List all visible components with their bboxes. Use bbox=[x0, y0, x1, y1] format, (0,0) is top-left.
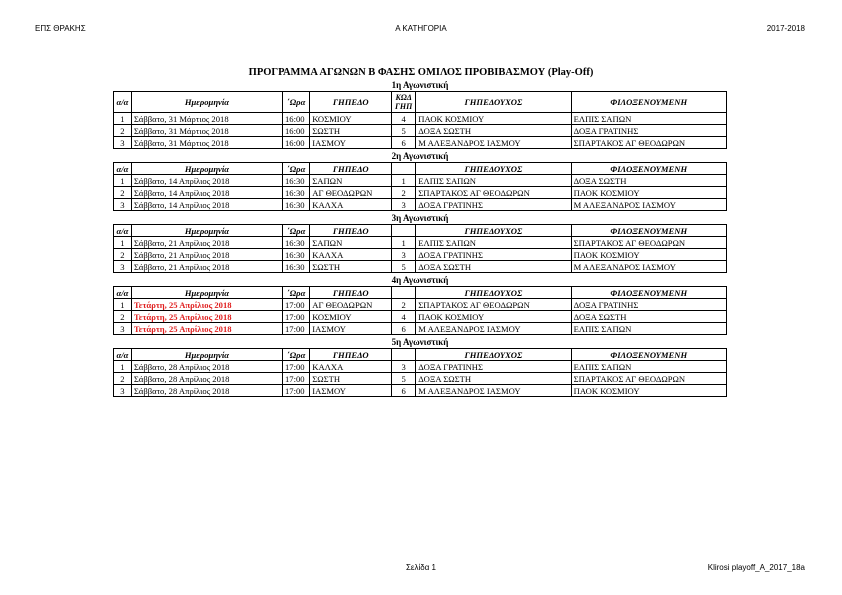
column-header-time: ΄Ωρα bbox=[282, 92, 309, 113]
cell-home: Μ ΑΛΕΞΑΝΔΡΟΣ ΙΑΣΜΟΥ bbox=[416, 137, 571, 149]
cell-aa: 2 bbox=[114, 125, 132, 137]
cell-home: ΠΑΟΚ ΚΟΣΜΙΟΥ bbox=[416, 113, 571, 125]
cell-away: ΔΟΞΑ ΓΡΑΤΙΝΗΣ bbox=[571, 125, 726, 137]
cell-aa: 1 bbox=[114, 237, 132, 249]
cell-home: ΣΠΑΡΤΑΚΟΣ ΑΓ ΘΕΟΔΩΡΩΝ bbox=[416, 299, 571, 311]
round-section bbox=[113, 212, 727, 273]
cell-date: Τετάρτη, 25 Απρίλιος 2018 bbox=[131, 323, 282, 335]
table-row bbox=[114, 373, 727, 385]
table-row bbox=[114, 137, 727, 149]
column-header-time: ΄Ωρα bbox=[282, 225, 309, 237]
cell-date: Σάββατο, 28 Απρίλιος 2018 bbox=[131, 385, 282, 397]
column-header-home: ΓΗΠΕΔΟΥΧΟΣ bbox=[416, 163, 571, 175]
column-header-home: ΓΗΠΕΔΟΥΧΟΣ bbox=[416, 92, 571, 113]
table-row bbox=[114, 237, 727, 249]
cell-date: Τετάρτη, 25 Απρίλιος 2018 bbox=[131, 311, 282, 323]
cell-date: Σάββατο, 21 Απρίλιος 2018 bbox=[131, 237, 282, 249]
table-header-row bbox=[114, 349, 727, 361]
cell-away: ΕΛΠΙΣ ΣΑΠΩΝ bbox=[571, 361, 726, 373]
cell-away: ΣΠΑΡΤΑΚΟΣ ΑΓ ΘΕΟΔΩΡΩΝ bbox=[571, 137, 726, 149]
cell-aa: 1 bbox=[114, 361, 132, 373]
cell-time: 16:00 bbox=[282, 113, 309, 125]
column-header-away: ΦΙΛΟΞΕΝΟΥΜΕΝΗ bbox=[571, 92, 726, 113]
table-header-row bbox=[114, 287, 727, 299]
cell-ground: ΙΑΣΜΟΥ bbox=[310, 137, 392, 149]
header-season: 2017-2018 bbox=[766, 24, 805, 33]
cell-away: ΕΛΠΙΣ ΣΑΠΩΝ bbox=[571, 113, 726, 125]
column-header-away: ΦΙΛΟΞΕΝΟΥΜΕΝΗ bbox=[571, 287, 726, 299]
column-header-code bbox=[392, 349, 416, 361]
cell-ground: ΣΩΣΤΗ bbox=[310, 125, 392, 137]
cell-time: 17:00 bbox=[282, 373, 309, 385]
column-header-away: ΦΙΛΟΞΕΝΟΥΜΕΝΗ bbox=[571, 225, 726, 237]
column-header-ground: ΓΗΠΕΔΟ bbox=[310, 225, 392, 237]
column-header-date: Ημερομηνία bbox=[131, 349, 282, 361]
table-row bbox=[114, 187, 727, 199]
column-header-aa: α/α bbox=[114, 92, 132, 113]
column-header-home: ΓΗΠΕΔΟΥΧΟΣ bbox=[416, 225, 571, 237]
cell-date: Σάββατο, 14 Απρίλιος 2018 bbox=[131, 199, 282, 211]
column-header-away: ΦΙΛΟΞΕΝΟΥΜΕΝΗ bbox=[571, 349, 726, 361]
cell-date: Σάββατο, 21 Απρίλιος 2018 bbox=[131, 261, 282, 273]
round-section bbox=[113, 79, 727, 149]
cell-ground: ΑΓ ΘΕΟΔΩΡΩΝ bbox=[310, 299, 392, 311]
table-header-row bbox=[114, 163, 727, 175]
column-header-code bbox=[392, 92, 416, 113]
cell-code: 5 bbox=[392, 373, 416, 385]
cell-time: 17:00 bbox=[282, 361, 309, 373]
round-section bbox=[113, 150, 727, 211]
cell-code: 3 bbox=[392, 249, 416, 261]
cell-away: ΔΟΞΑ ΣΩΣΤΗ bbox=[571, 175, 726, 187]
cell-aa: 2 bbox=[114, 187, 132, 199]
cell-aa: 3 bbox=[114, 137, 132, 149]
round-title: 2η Αγωνιστική bbox=[391, 151, 449, 161]
cell-time: 16:30 bbox=[282, 199, 309, 211]
round-title: 1η Αγωνιστική bbox=[391, 80, 449, 90]
cell-ground: ΣΑΠΩΝ bbox=[310, 175, 392, 187]
cell-away: ΕΛΠΙΣ ΣΑΠΩΝ bbox=[571, 323, 726, 335]
column-header-code bbox=[392, 163, 416, 175]
cell-code: 1 bbox=[392, 175, 416, 187]
header-category: Α ΚΑΤΗΓΟΡΙΑ bbox=[395, 24, 447, 33]
table-row bbox=[114, 113, 727, 125]
cell-home: ΕΛΠΙΣ ΣΑΠΩΝ bbox=[416, 175, 571, 187]
table-row bbox=[114, 323, 727, 335]
cell-home: ΔΟΞΑ ΣΩΣΤΗ bbox=[416, 261, 571, 273]
cell-date: Τετάρτη, 25 Απρίλιος 2018 bbox=[131, 299, 282, 311]
cell-time: 16:30 bbox=[282, 187, 309, 199]
cell-aa: 3 bbox=[114, 261, 132, 273]
header-federation: ΕΠΣ ΘΡΑΚΗΣ bbox=[35, 24, 86, 33]
table-row bbox=[114, 261, 727, 273]
column-header-home: ΓΗΠΕΔΟΥΧΟΣ bbox=[416, 349, 571, 361]
column-header-date: Ημερομηνία bbox=[131, 163, 282, 175]
cell-code: 4 bbox=[392, 113, 416, 125]
column-header-ground: ΓΗΠΕΔΟ bbox=[310, 163, 392, 175]
table-row bbox=[114, 385, 727, 397]
schedule-table bbox=[113, 91, 727, 149]
cell-code: 2 bbox=[392, 299, 416, 311]
cell-home: ΕΛΠΙΣ ΣΑΠΩΝ bbox=[416, 237, 571, 249]
column-header-time: ΄Ωρα bbox=[282, 349, 309, 361]
cell-time: 16:30 bbox=[282, 261, 309, 273]
column-header-code bbox=[392, 225, 416, 237]
column-header-aa: α/α bbox=[114, 287, 132, 299]
cell-code: 1 bbox=[392, 237, 416, 249]
cell-aa: 2 bbox=[114, 249, 132, 261]
cell-home: ΔΟΞΑ ΓΡΑΤΙΝΗΣ bbox=[416, 361, 571, 373]
cell-time: 17:00 bbox=[282, 299, 309, 311]
cell-code: 5 bbox=[392, 125, 416, 137]
column-header-time: ΄Ωρα bbox=[282, 287, 309, 299]
cell-away: ΔΟΞΑ ΣΩΣΤΗ bbox=[571, 311, 726, 323]
column-header-home: ΓΗΠΕΔΟΥΧΟΣ bbox=[416, 287, 571, 299]
cell-ground: ΚΑΛΧΑ bbox=[310, 361, 392, 373]
cell-home: ΣΠΑΡΤΑΚΟΣ ΑΓ ΘΕΟΔΩΡΩΝ bbox=[416, 187, 571, 199]
cell-home: ΔΟΞΑ ΣΩΣΤΗ bbox=[416, 125, 571, 137]
cell-date: Σάββατο, 14 Απρίλιος 2018 bbox=[131, 187, 282, 199]
cell-aa: 1 bbox=[114, 175, 132, 187]
round-section bbox=[113, 274, 727, 335]
cell-home: Μ ΑΛΕΞΑΝΔΡΟΣ ΙΑΣΜΟΥ bbox=[416, 385, 571, 397]
table-header-row bbox=[114, 225, 727, 237]
table-row bbox=[114, 249, 727, 261]
footer-page-number: Σελίδα 1 bbox=[405, 563, 437, 572]
cell-date: Σάββατο, 31 Μάρτιος 2018 bbox=[131, 125, 282, 137]
table-row bbox=[114, 199, 727, 211]
cell-aa: 2 bbox=[114, 311, 132, 323]
footer-filename: Klirosi playoff_A_2017_18a bbox=[707, 563, 805, 572]
cell-aa: 3 bbox=[114, 199, 132, 211]
table-row bbox=[114, 361, 727, 373]
column-header-ground: ΓΗΠΕΔΟ bbox=[310, 92, 392, 113]
cell-home: ΠΑΟΚ ΚΟΣΜΙΟΥ bbox=[416, 311, 571, 323]
cell-away: ΠΑΟΚ ΚΟΣΜΙΟΥ bbox=[571, 249, 726, 261]
cell-date: Σάββατο, 28 Απρίλιος 2018 bbox=[131, 361, 282, 373]
column-header-aa: α/α bbox=[114, 225, 132, 237]
cell-away: ΠΑΟΚ ΚΟΣΜΙΟΥ bbox=[571, 187, 726, 199]
cell-home: Μ ΑΛΕΞΑΝΔΡΟΣ ΙΑΣΜΟΥ bbox=[416, 323, 571, 335]
round-title: 5η Αγωνιστική bbox=[391, 337, 449, 347]
schedule-table bbox=[113, 162, 727, 211]
cell-away: ΠΑΟΚ ΚΟΣΜΙΟΥ bbox=[571, 385, 726, 397]
cell-ground: ΣΩΣΤΗ bbox=[310, 261, 392, 273]
column-header-ground: ΓΗΠΕΔΟ bbox=[310, 287, 392, 299]
column-header-date: Ημερομηνία bbox=[131, 92, 282, 113]
round-title: 3η Αγωνιστική bbox=[391, 213, 449, 223]
cell-aa: 3 bbox=[114, 385, 132, 397]
cell-time: 16:30 bbox=[282, 175, 309, 187]
cell-away: ΔΟΞΑ ΓΡΑΤΙΝΗΣ bbox=[571, 299, 726, 311]
cell-aa: 1 bbox=[114, 113, 132, 125]
cell-date: Σάββατο, 28 Απρίλιος 2018 bbox=[131, 373, 282, 385]
schedule-table bbox=[113, 286, 727, 335]
cell-home: ΔΟΞΑ ΓΡΑΤΙΝΗΣ bbox=[416, 199, 571, 211]
schedule-table bbox=[113, 348, 727, 397]
column-header-code-bottom: ΓΗΠ bbox=[395, 102, 413, 111]
cell-away: Μ ΑΛΕΞΑΝΔΡΟΣ ΙΑΣΜΟΥ bbox=[571, 261, 726, 273]
column-header-code bbox=[392, 287, 416, 299]
cell-time: 16:00 bbox=[282, 125, 309, 137]
cell-ground: ΚΟΣΜΙΟΥ bbox=[310, 113, 392, 125]
table-row bbox=[114, 299, 727, 311]
cell-time: 16:00 bbox=[282, 137, 309, 149]
cell-away: ΣΠΑΡΤΑΚΟΣ ΑΓ ΘΕΟΔΩΡΩΝ bbox=[571, 237, 726, 249]
table-row bbox=[114, 175, 727, 187]
column-header-date: Ημερομηνία bbox=[131, 225, 282, 237]
cell-code: 4 bbox=[392, 311, 416, 323]
schedule-table bbox=[113, 224, 727, 273]
column-header-aa: α/α bbox=[114, 163, 132, 175]
column-header-aa: α/α bbox=[114, 349, 132, 361]
round-title: 4η Αγωνιστική bbox=[391, 275, 449, 285]
cell-code: 5 bbox=[392, 261, 416, 273]
round-section bbox=[113, 336, 727, 397]
cell-code: 6 bbox=[392, 137, 416, 149]
cell-home: ΔΟΞΑ ΣΩΣΤΗ bbox=[416, 373, 571, 385]
cell-ground: ΑΓ ΘΕΟΔΩΡΩΝ bbox=[310, 187, 392, 199]
cell-aa: 3 bbox=[114, 323, 132, 335]
cell-code: 3 bbox=[392, 199, 416, 211]
page-title: ΠΡΟΓΡΑΜΜΑ ΑΓΩΝΩΝ Β ΦΑΣΗΣ ΟΜΙΛΟΣ ΠΡΟΒΙΒΑΣΜΟΥ (Play-Off) bbox=[248, 67, 594, 78]
cell-ground: ΙΑΣΜΟΥ bbox=[310, 323, 392, 335]
column-header-code-top: ΚΩΔ bbox=[395, 93, 412, 102]
column-header-away: ΦΙΛΟΞΕΝΟΥΜΕΝΗ bbox=[571, 163, 726, 175]
cell-time: 17:00 bbox=[282, 323, 309, 335]
table-row bbox=[114, 125, 727, 137]
cell-date: Σάββατο, 31 Μάρτιος 2018 bbox=[131, 113, 282, 125]
cell-date: Σάββατο, 31 Μάρτιος 2018 bbox=[131, 137, 282, 149]
cell-code: 3 bbox=[392, 361, 416, 373]
cell-code: 6 bbox=[392, 385, 416, 397]
cell-aa: 1 bbox=[114, 299, 132, 311]
cell-ground: ΣΑΠΩΝ bbox=[310, 237, 392, 249]
cell-time: 16:30 bbox=[282, 237, 309, 249]
cell-home: ΔΟΞΑ ΓΡΑΤΙΝΗΣ bbox=[416, 249, 571, 261]
column-header-ground: ΓΗΠΕΔΟ bbox=[310, 349, 392, 361]
cell-time: 17:00 bbox=[282, 311, 309, 323]
cell-away: ΣΠΑΡΤΑΚΟΣ ΑΓ ΘΕΟΔΩΡΩΝ bbox=[571, 373, 726, 385]
cell-date: Σάββατο, 14 Απρίλιος 2018 bbox=[131, 175, 282, 187]
cell-code: 2 bbox=[392, 187, 416, 199]
table-row bbox=[114, 311, 727, 323]
schedule-content bbox=[113, 79, 727, 397]
cell-code: 6 bbox=[392, 323, 416, 335]
cell-ground: ΚΟΣΜΙΟΥ bbox=[310, 311, 392, 323]
cell-time: 17:00 bbox=[282, 385, 309, 397]
cell-time: 16:30 bbox=[282, 249, 309, 261]
column-header-date: Ημερομηνία bbox=[131, 287, 282, 299]
cell-date: Σάββατο, 21 Απρίλιος 2018 bbox=[131, 249, 282, 261]
cell-ground: ΙΑΣΜΟΥ bbox=[310, 385, 392, 397]
cell-ground: ΚΑΛΧΑ bbox=[310, 199, 392, 211]
cell-aa: 2 bbox=[114, 373, 132, 385]
column-header-time: ΄Ωρα bbox=[282, 163, 309, 175]
cell-away: Μ ΑΛΕΞΑΝΔΡΟΣ ΙΑΣΜΟΥ bbox=[571, 199, 726, 211]
cell-ground: ΣΩΣΤΗ bbox=[310, 373, 392, 385]
table-header-row bbox=[114, 92, 727, 113]
cell-ground: ΚΑΛΧΑ bbox=[310, 249, 392, 261]
